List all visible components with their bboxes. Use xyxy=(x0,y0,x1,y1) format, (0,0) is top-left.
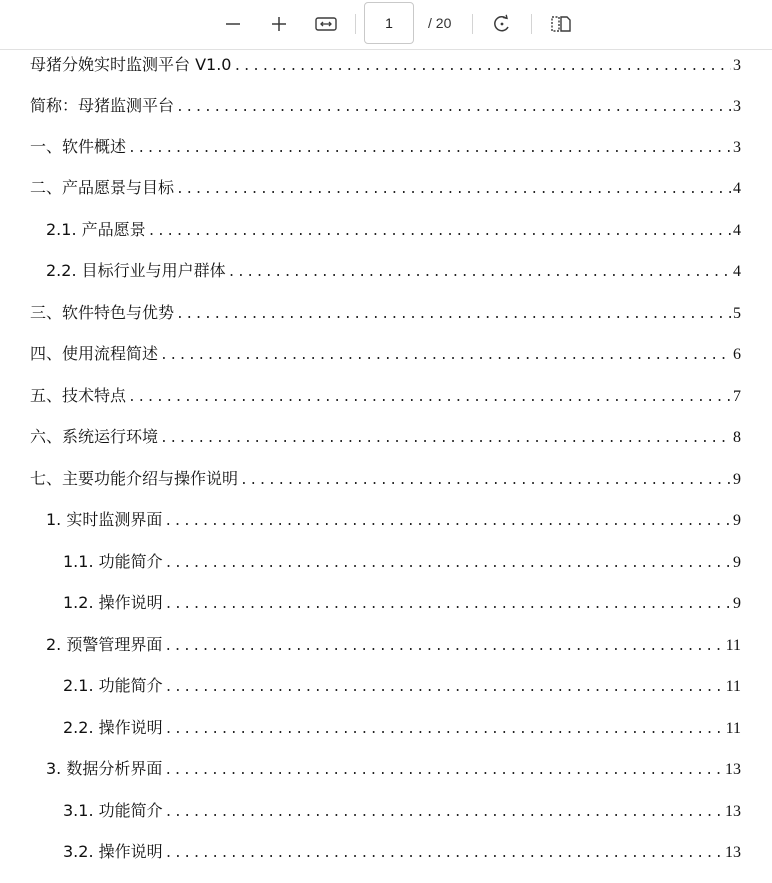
toc-entry-title: 3. 数据分析界面 xyxy=(46,759,163,778)
page-view-button[interactable] xyxy=(545,8,577,40)
page-number-input[interactable] xyxy=(364,2,414,44)
toc-dot-leader xyxy=(165,556,731,571)
toc-entry[interactable] xyxy=(30,466,741,492)
toc-dot-leader xyxy=(165,722,724,737)
toc-dot-leader xyxy=(176,182,731,197)
toc-dot-leader xyxy=(164,639,723,654)
toc-entry[interactable] xyxy=(30,383,741,409)
toc-entry-page-number: 9 xyxy=(733,512,741,529)
toc-entry[interactable] xyxy=(46,217,741,243)
toc-entry-title: 简称：母猪监测平台 xyxy=(30,96,175,115)
toc-entry-title: 三、软件特色与优势 xyxy=(30,303,175,322)
toc-entry-page-number: 13 xyxy=(725,761,741,778)
toc-entry[interactable] xyxy=(46,507,741,533)
toc-entry[interactable] xyxy=(46,258,741,284)
toc-entry-page-number: 9 xyxy=(733,471,741,488)
plus-icon xyxy=(271,16,287,32)
toc-entry[interactable] xyxy=(30,300,741,326)
toc-entry-title: 二、产品愿景与目标 xyxy=(30,178,175,197)
toc-entry-page-number: 3 xyxy=(733,98,741,115)
toc-dot-leader xyxy=(128,390,731,405)
toc-entry-title: 2.1. 功能简介 xyxy=(63,676,163,695)
toc-entry[interactable] xyxy=(46,756,741,782)
toc-dot-leader xyxy=(160,431,731,446)
toc-entry-page-number: 9 xyxy=(733,554,741,571)
toc-entry-title: 七、主要功能介绍与操作说明 xyxy=(30,469,239,488)
toc-entry[interactable] xyxy=(30,52,741,78)
toc-entry-page-number: 11 xyxy=(725,637,741,654)
toc-entry-title: 母猪分娩实时监测平台 V1.0 xyxy=(30,55,232,74)
toc-dot-leader xyxy=(233,59,731,74)
toc-dot-leader xyxy=(228,265,731,280)
toc-dot-leader xyxy=(164,514,731,529)
toc-entry-page-number: 4 xyxy=(733,180,741,197)
toolbar-divider xyxy=(355,14,356,34)
toc-entry-page-number: 4 xyxy=(733,222,741,239)
toc-dot-leader xyxy=(176,100,731,115)
toc-dot-leader xyxy=(148,224,731,239)
toc-entry-title: 2. 预警管理界面 xyxy=(46,635,163,654)
toc-entry-title: 3.1. 功能简介 xyxy=(63,801,163,820)
rotate-button[interactable] xyxy=(486,8,518,40)
toc-entry-title: 1.2. 操作说明 xyxy=(63,593,163,612)
toc-entry-page-number: 8 xyxy=(733,429,741,446)
toc-entry[interactable] xyxy=(30,93,741,119)
toc-entry[interactable] xyxy=(46,632,741,658)
toc-dot-leader xyxy=(176,307,731,322)
toc-entry-title: 1. 实时监测界面 xyxy=(46,510,163,529)
toc-entry-title: 3.2. 操作说明 xyxy=(63,842,163,861)
two-page-view-icon xyxy=(550,15,572,33)
toc-entry[interactable] xyxy=(63,839,741,865)
toc-entry-page-number: 3 xyxy=(733,57,741,74)
toc-dot-leader xyxy=(160,348,731,363)
toc-dot-leader xyxy=(164,763,723,778)
toc-entry-page-number: 13 xyxy=(725,844,741,861)
toc-dot-leader xyxy=(165,597,731,612)
toc-entry[interactable] xyxy=(30,341,741,367)
fit-width-icon xyxy=(315,16,337,32)
toc-entry-page-number: 3 xyxy=(733,139,741,156)
toc-entry[interactable] xyxy=(30,134,741,160)
toc-entry-title: 2.2. 操作说明 xyxy=(63,718,163,737)
toc-entry-title: 2.1. 产品愿景 xyxy=(46,220,146,239)
fit-width-button[interactable] xyxy=(310,8,342,40)
toc-entry-page-number: 5 xyxy=(733,305,741,322)
toolbar-divider xyxy=(472,14,473,34)
pdf-toolbar xyxy=(0,0,772,50)
toc-entry-page-number: 7 xyxy=(733,388,741,405)
toc-entry-page-number: 9 xyxy=(733,595,741,612)
toc-entry-page-number: 11 xyxy=(725,678,741,695)
toc-entry-title: 2.2. 目标行业与用户群体 xyxy=(46,261,226,280)
toc-entry[interactable] xyxy=(63,549,741,575)
toc-entry-title: 四、使用流程简述 xyxy=(30,344,159,363)
toc-entry-page-number: 4 xyxy=(733,263,741,280)
toc-entry[interactable] xyxy=(63,590,741,616)
toc-entry-page-number: 13 xyxy=(725,803,741,820)
toc-entry[interactable] xyxy=(30,175,741,201)
toc-dot-leader xyxy=(240,473,731,488)
toc-entry-title: 一、软件概述 xyxy=(30,137,127,156)
toc-dot-leader xyxy=(165,805,723,820)
toc-entry-page-number: 11 xyxy=(725,720,741,737)
toc-entry-title: 六、系统运行环境 xyxy=(30,427,159,446)
page-total-label: / 20 xyxy=(428,15,452,31)
toc-entry[interactable] xyxy=(63,673,741,699)
zoom-out-button[interactable] xyxy=(217,8,249,40)
toc-entry-title: 1.1. 功能简介 xyxy=(63,552,163,571)
toc-entry[interactable] xyxy=(63,715,741,741)
toc-dot-leader xyxy=(165,680,724,695)
rotate-icon xyxy=(492,14,512,34)
toc-dot-leader xyxy=(128,141,731,156)
toc-entry-page-number: 6 xyxy=(733,346,741,363)
toc-entry[interactable] xyxy=(30,424,741,450)
toc-entry[interactable] xyxy=(63,798,741,824)
toolbar-divider xyxy=(531,14,532,34)
zoom-in-button[interactable] xyxy=(263,8,295,40)
minus-icon xyxy=(225,16,241,32)
toc-dot-leader xyxy=(165,846,723,861)
toc-entry-title: 五、技术特点 xyxy=(30,386,127,405)
